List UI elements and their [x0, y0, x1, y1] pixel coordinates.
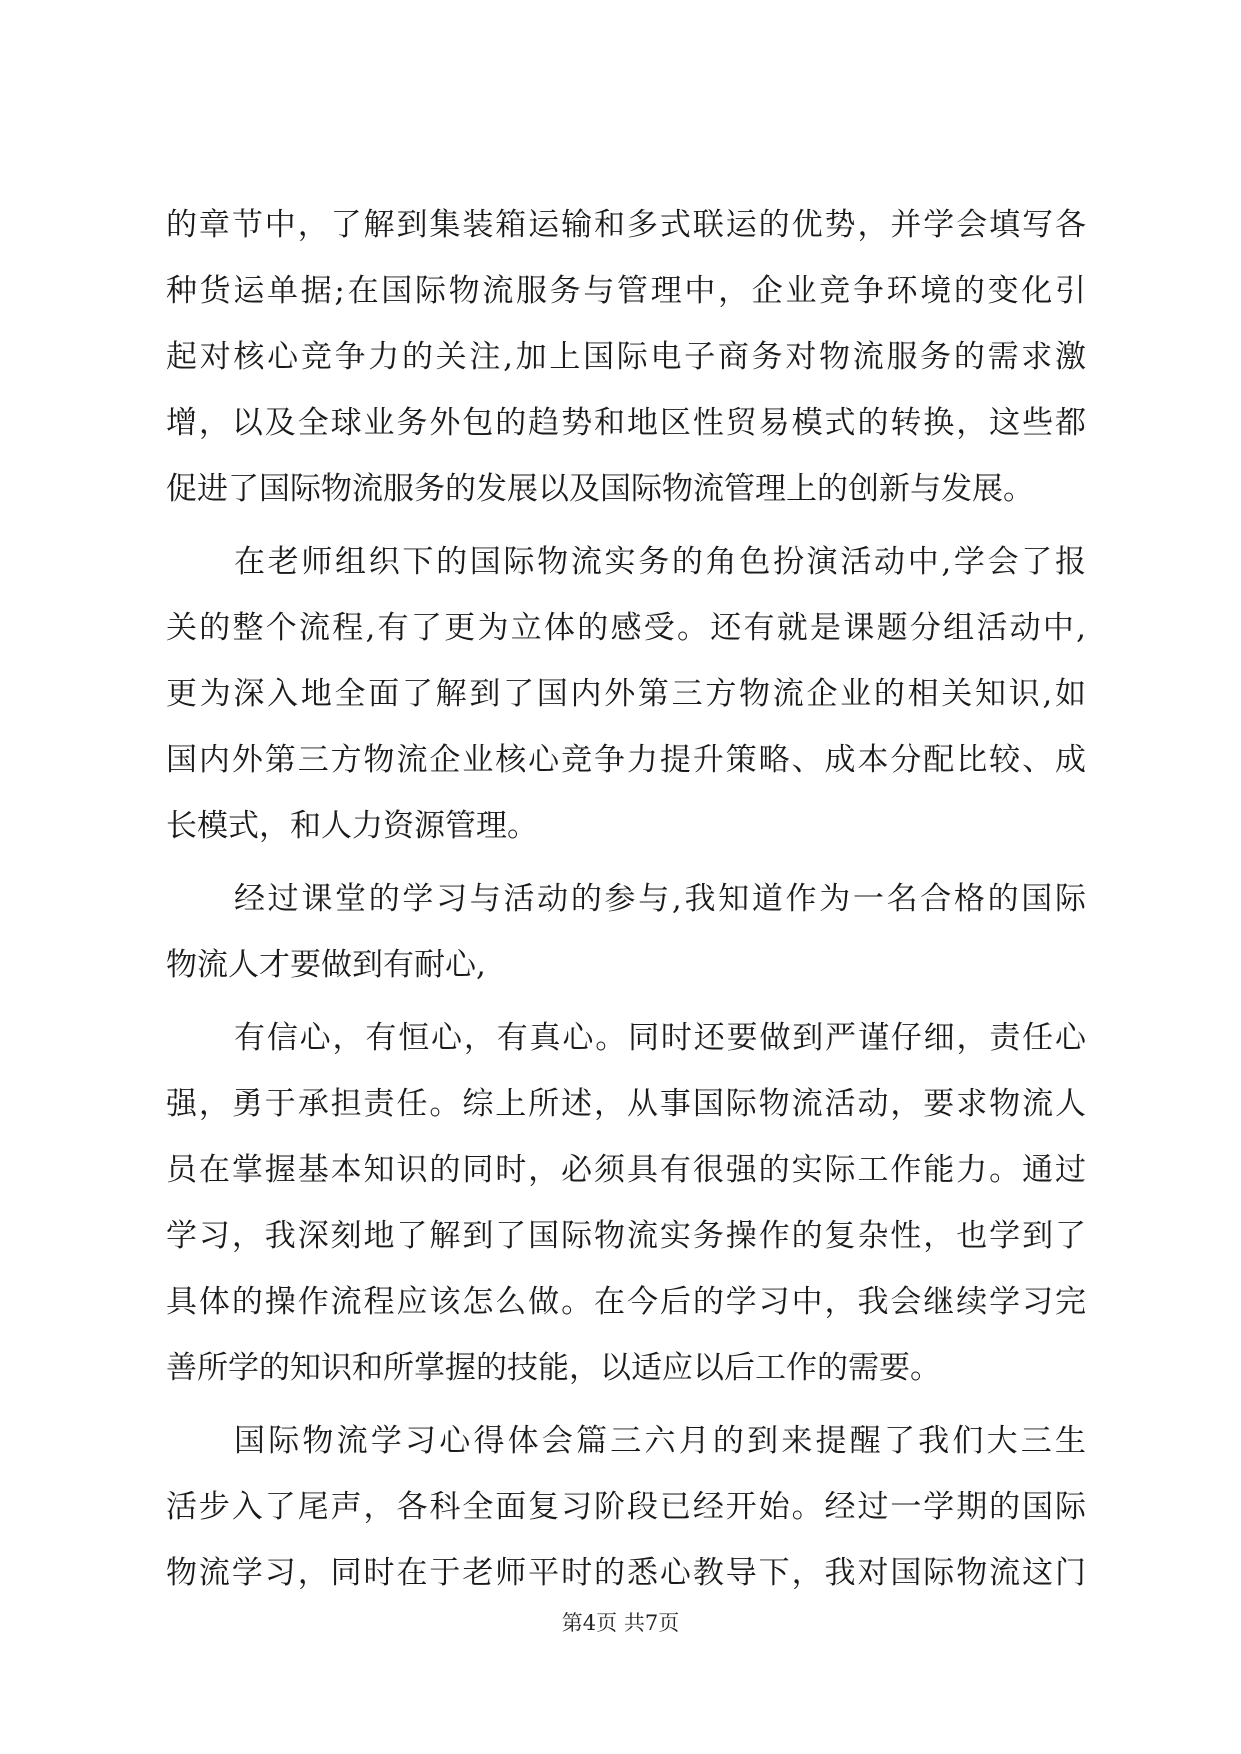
text-line: 在老师组织下的国际物流实务的角色扮演活动中,学会了报 [234, 544, 1086, 580]
text-line: 增，以及全球业务外包的趋势和地区性贸易模式的转换，这些都 [166, 405, 1086, 441]
text-line: 强，勇于承担责任。综上所述，从事国际物流活动，要求物流人 [166, 1086, 1086, 1122]
text-line: 物流人才要做到有耐心, [166, 947, 486, 983]
text-line: 有信心，有恒心，有真心。同时还要做到严谨仔细，责任心 [234, 1020, 1086, 1056]
text-line: 物流学习，同时在于老师平时的悉心教导下，我对国际物流这门 [166, 1555, 1086, 1591]
text-line: 起对核心竞争力的关注,加上国际电子商务对物流服务的需求激 [166, 339, 1086, 375]
text-line: 种货运单据;在国际物流服务与管理中，企业竞争环境的变化引 [166, 273, 1086, 309]
text-line: 更为深入地全面了解到了国内外第三方物流企业的相关知识,如 [166, 676, 1086, 712]
text-line: 关的整个流程,有了更为立体的感受。还有就是课题分组活动中, [166, 610, 1086, 646]
text-line: 国际物流学习心得体会篇三六月的到来提醒了我们大三生 [234, 1423, 1086, 1459]
text-line: 经过课堂的学习与活动的参与,我知道作为一名合格的国际 [234, 881, 1086, 917]
page-number: 第4页 共7页 [561, 1611, 680, 1635]
text-line: 活步入了尾声，各科全面复习阶段已经开始。经过一学期的国际 [166, 1489, 1086, 1525]
text-line: 促进了国际物流服务的发展以及国际物流管理上的创新与发展。 [166, 471, 1034, 507]
text-line: 学习，我深刻地了解到了国际物流实务操作的复杂性，也学到了 [166, 1218, 1086, 1254]
text-line: 具体的操作流程应该怎么做。在今后的学习中，我会继续学习完 [166, 1284, 1086, 1320]
text-line: 善所学的知识和所掌握的技能，以适应以后工作的需要。 [166, 1350, 941, 1386]
text-line: 国内外第三方物流企业核心竞争力提升策略、成本分配比较、成 [166, 742, 1086, 778]
text-line: 员在掌握基本知识的同时，必须具有很强的实际工作能力。通过 [166, 1152, 1086, 1188]
text-line: 长模式，和人力资源管理。 [166, 808, 538, 844]
text-line: 的章节中，了解到集装箱运输和多式联运的优势，并学会填写各 [166, 207, 1086, 243]
